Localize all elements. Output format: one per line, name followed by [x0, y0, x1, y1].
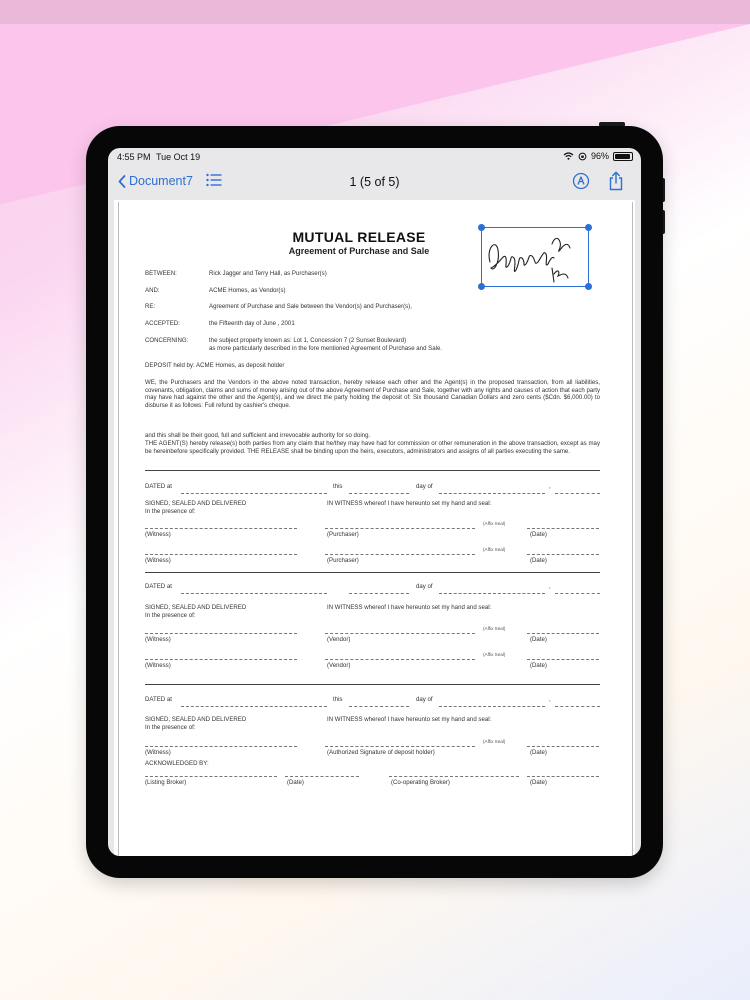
deposit-line: DEPOSIT held by: ACME Homes, as deposit holder — [145, 362, 285, 369]
status-time: 4:55 PM — [117, 152, 151, 162]
date-caption: (Date) — [530, 662, 547, 669]
back-label: Document7 — [129, 174, 193, 188]
agent-paragraph: THE AGENT(S) hereby release(s) both parties from any claim that he/they may have had for commission or other remuneration in the above transaction, except as may be hereinbefore specifically provided. THE RELEASE shall be binding upon the heirs, executors, administrators and assigns of all parties executing the same. — [145, 440, 600, 455]
section-divider — [145, 684, 600, 685]
co-op-broker-caption: (Co-operating Broker) — [391, 779, 450, 786]
affix-seal: (Affix Seal) — [483, 652, 506, 657]
wifi-icon — [563, 152, 574, 160]
vendor-caption: (Vendor) — [327, 636, 351, 643]
field-label: CONCERNING: — [145, 337, 189, 344]
field-label: ACCEPTED: — [145, 320, 180, 327]
affix-seal: (Affix Seal) — [483, 739, 506, 744]
purchaser-caption: (Purchaser) — [327, 557, 359, 564]
field-value: ACME Homes, as Vendor(s) — [209, 287, 286, 294]
presence-label: In the presence of: — [145, 724, 196, 731]
date-caption: (Date) — [530, 749, 547, 756]
affix-seal: (Affix Seal) — [483, 547, 506, 552]
vendor-caption: (Vendor) — [327, 662, 351, 669]
lock-rotation-icon — [578, 152, 587, 161]
acknowledged-label: ACKNOWLEDGED BY: — [145, 760, 209, 767]
presence-label: In the presence of: — [145, 508, 196, 515]
witness-clause: IN WITNESS whereof I have hereunto set my hand and seal: — [327, 500, 492, 507]
witness-caption: (Witness) — [145, 636, 171, 643]
resize-handle-bottom-left[interactable] — [478, 283, 485, 290]
date-caption: (Date) — [530, 636, 547, 643]
battery-icon — [613, 152, 633, 161]
date-caption: (Date) — [530, 531, 547, 538]
ipad-frame — [86, 126, 663, 878]
day-of-label: day of — [416, 583, 433, 590]
screen — [108, 148, 641, 856]
day-of-label: day of — [416, 483, 433, 490]
comma: , — [549, 583, 551, 590]
share-icon[interactable] — [608, 171, 624, 191]
field-value: the Fifteenth day of June , 2001 — [209, 320, 295, 327]
field-label: RE: — [145, 303, 156, 310]
comma: , — [549, 483, 551, 490]
witness-clause: IN WITNESS whereof I have hereunto set my hand and seal: — [327, 716, 492, 723]
presence-label: In the presence of: — [145, 612, 196, 619]
status-date: Tue Oct 19 — [156, 152, 201, 162]
deposit-holder-caption: (Authorized Signature of deposit holder) — [327, 749, 435, 756]
section-divider — [145, 470, 600, 471]
authority-paragraph: and this shall be their good, full and sufficient and irrevocable authority for so doing. — [145, 432, 371, 439]
document-title: MUTUAL RELEASE — [292, 229, 426, 245]
signature-image — [482, 228, 588, 286]
page-indicator: 1 (5 of 5) — [349, 175, 400, 189]
status-bar — [108, 148, 641, 166]
witness-clause: IN WITNESS whereof I have hereunto set my hand and seal: — [327, 604, 492, 611]
markup-pen-icon[interactable] — [572, 172, 590, 190]
witness-caption: (Witness) — [145, 531, 171, 538]
background-top-band — [0, 0, 750, 24]
day-of-label: day of — [416, 696, 433, 703]
field-value: Rick Jagger and Terry Hall, as Purchaser(s) — [209, 270, 327, 277]
date-caption: (Date) — [530, 779, 547, 786]
signature-annotation[interactable] — [481, 227, 589, 287]
resize-handle-top-right[interactable] — [585, 224, 592, 231]
witness-caption: (Witness) — [145, 557, 171, 564]
signed-label: SIGNED, SEALED AND DELIVERED — [145, 716, 247, 723]
document-subtitle: Agreement of Purchase and Sale — [288, 246, 430, 256]
date-caption: (Date) — [530, 557, 547, 564]
signed-label: SIGNED, SEALED AND DELIVERED — [145, 604, 247, 611]
purchaser-caption: (Purchaser) — [327, 531, 359, 538]
section-divider — [145, 572, 600, 573]
date-caption: (Date) — [287, 779, 304, 786]
this-label: this — [333, 696, 343, 703]
dated-at-label: DATED at — [145, 583, 172, 590]
field-value: Agreement of Purchase and Sale between the Vendor(s) and Purchaser(s), — [209, 303, 412, 310]
signed-label: SIGNED, SEALED AND DELIVERED — [145, 500, 247, 507]
witness-caption: (Witness) — [145, 662, 171, 669]
field-label: AND: — [145, 287, 160, 294]
comma: , — [549, 696, 551, 703]
nav-bar — [108, 166, 641, 200]
listing-broker-caption: (Listing Broker) — [145, 779, 187, 786]
document-page — [118, 202, 633, 856]
document-viewer[interactable] — [114, 200, 635, 856]
field-value-continued: as more particularly described in the fore mentioned Agreement of Purchase and Sale. — [209, 345, 443, 352]
affix-seal: (Affix Seal) — [483, 626, 506, 631]
resize-handle-bottom-right[interactable] — [585, 283, 592, 290]
this-label: this — [333, 483, 343, 490]
field-label: BETWEEN: — [145, 270, 177, 277]
release-paragraph: WE, the Purchasers and the Vendors in the above noted transaction, hereby release each other and the Agent(s) in the proposed transaction, from all liabilities, covenants, obligation, claims and sums of money arising out of the above Agreement of Purchase and Sale, together with any rights and causes of action that each party may have had against the other and the Agent(s), and we direct the party holding the deposit of: Six thousand Canadian Dollars and zero cents ($Cdn. $6,000.00) to disburse it as follows: Full refund by cashier's cheque. — [145, 379, 600, 409]
dated-at-label: DATED at — [145, 483, 172, 490]
resize-handle-top-left[interactable] — [478, 224, 485, 231]
dated-at-label: DATED at — [145, 696, 172, 703]
affix-seal: (Affix Seal) — [483, 521, 506, 526]
witness-caption: (Witness) — [145, 749, 171, 756]
field-value: the subject property known as: Lot 1, Concession 7 (2 Sunset Boulevard) — [209, 337, 407, 344]
battery-percent: 96% — [590, 151, 609, 161]
